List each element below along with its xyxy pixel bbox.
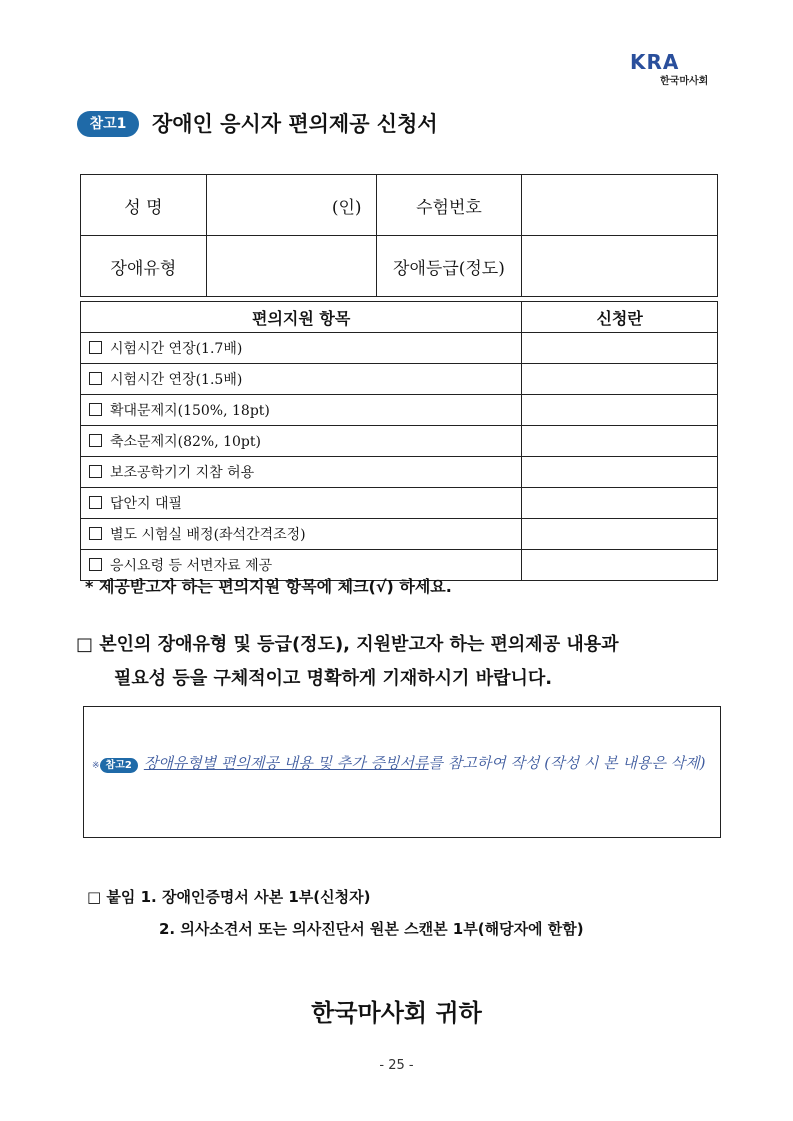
- support-item-row: [81, 457, 522, 488]
- apply-cell[interactable]: [522, 333, 718, 364]
- checkbox[interactable]: [89, 372, 102, 385]
- seal-label: (인): [331, 197, 362, 218]
- checkbox[interactable]: [89, 341, 102, 354]
- instruction-line-1: □ 본인의 장애유형 및 등급(정도), 지원받고자 하는 편의제공 내용과: [76, 634, 619, 655]
- disability-grade-field[interactable]: [522, 236, 718, 297]
- support-item-label: 시험시간 연장(1.7배): [110, 341, 243, 357]
- reference-badge-small: 참고2: [100, 758, 138, 773]
- support-item-row: [81, 333, 522, 364]
- reference-badge: 참고1: [77, 111, 139, 137]
- checkbox[interactable]: [89, 558, 102, 571]
- support-item-label: 시험시간 연장(1.5배): [110, 372, 243, 388]
- exam-number-label: 수험번호: [376, 175, 522, 236]
- exam-number-field[interactable]: [522, 175, 718, 236]
- logo-subtitle: 한국마사회: [660, 76, 709, 87]
- support-item-row: [81, 488, 522, 519]
- support-item-row: [81, 395, 522, 426]
- name-label: 성 명: [81, 175, 207, 236]
- apply-cell[interactable]: [522, 519, 718, 550]
- reference-rest-text: 를 참고하여 작성 (작성 시 본 내용은 삭제): [428, 754, 706, 772]
- check-note: * 제공받고자 하는 편의지원 항목에 체크(√) 하세요.: [85, 577, 452, 596]
- attachment-line-1: □ 붙임 1. 장애인증명서 사본 1부(신청자): [87, 888, 371, 906]
- instruction-line-2: 필요성 등을 구체적이고 명확하게 기재하시기 바랍니다.: [114, 668, 553, 689]
- support-item-row: [81, 364, 522, 395]
- attachment-line-2: 2. 의사소견서 또는 의사진단서 원본 스캔본 1부(해당자에 한함): [159, 920, 584, 938]
- instruction-paragraph: [76, 628, 726, 696]
- checkbox[interactable]: [89, 403, 102, 416]
- apply-cell[interactable]: [522, 364, 718, 395]
- support-items-table: [80, 301, 718, 581]
- support-item-label: 별도 시험실 배정(좌석간격조정): [110, 527, 306, 543]
- apply-cell[interactable]: [522, 426, 718, 457]
- reference-hint: [92, 749, 714, 780]
- support-item-label: 축소문제지(82%, 10pt): [110, 434, 261, 450]
- support-item-label: 확대문제지(150%, 18pt): [110, 403, 270, 419]
- checkbox[interactable]: [89, 434, 102, 447]
- apply-cell[interactable]: [522, 550, 718, 581]
- apply-cell[interactable]: [522, 457, 718, 488]
- reference-underlined-text: 장애유형별 편의제공 내용 및 추가 증빙서류: [143, 754, 429, 772]
- logo-mark: KRA: [630, 50, 680, 74]
- checkbox[interactable]: [89, 496, 102, 509]
- support-item-label: 응시요령 등 서면자료 제공: [110, 558, 273, 574]
- support-item-label: 보조공학기기 지참 허용: [110, 465, 255, 481]
- support-item-row: [81, 519, 522, 550]
- checkbox[interactable]: [89, 465, 102, 478]
- name-field[interactable]: [206, 175, 376, 236]
- disability-type-field[interactable]: [206, 236, 376, 297]
- support-item-label: 답안지 대필: [110, 496, 183, 512]
- apply-header: 신청란: [522, 302, 718, 333]
- disability-type-label: 장애유형: [81, 236, 207, 297]
- apply-cell[interactable]: [522, 395, 718, 426]
- support-item-row: [81, 426, 522, 457]
- disability-grade-label: 장애등급(정도): [376, 236, 522, 297]
- closing-addressee: 한국마사회 귀하: [311, 998, 482, 1027]
- reference-star: ※: [92, 761, 100, 771]
- page-number: - 25 -: [379, 1058, 414, 1073]
- support-item-header: 편의지원 항목: [81, 302, 522, 333]
- applicant-info-table: [80, 174, 718, 297]
- checkbox[interactable]: [89, 527, 102, 540]
- page-title: 장애인 응시자 편의제공 신청서: [152, 112, 438, 136]
- description-box[interactable]: [83, 706, 721, 838]
- apply-cell[interactable]: [522, 488, 718, 519]
- kra-logo: [630, 50, 720, 90]
